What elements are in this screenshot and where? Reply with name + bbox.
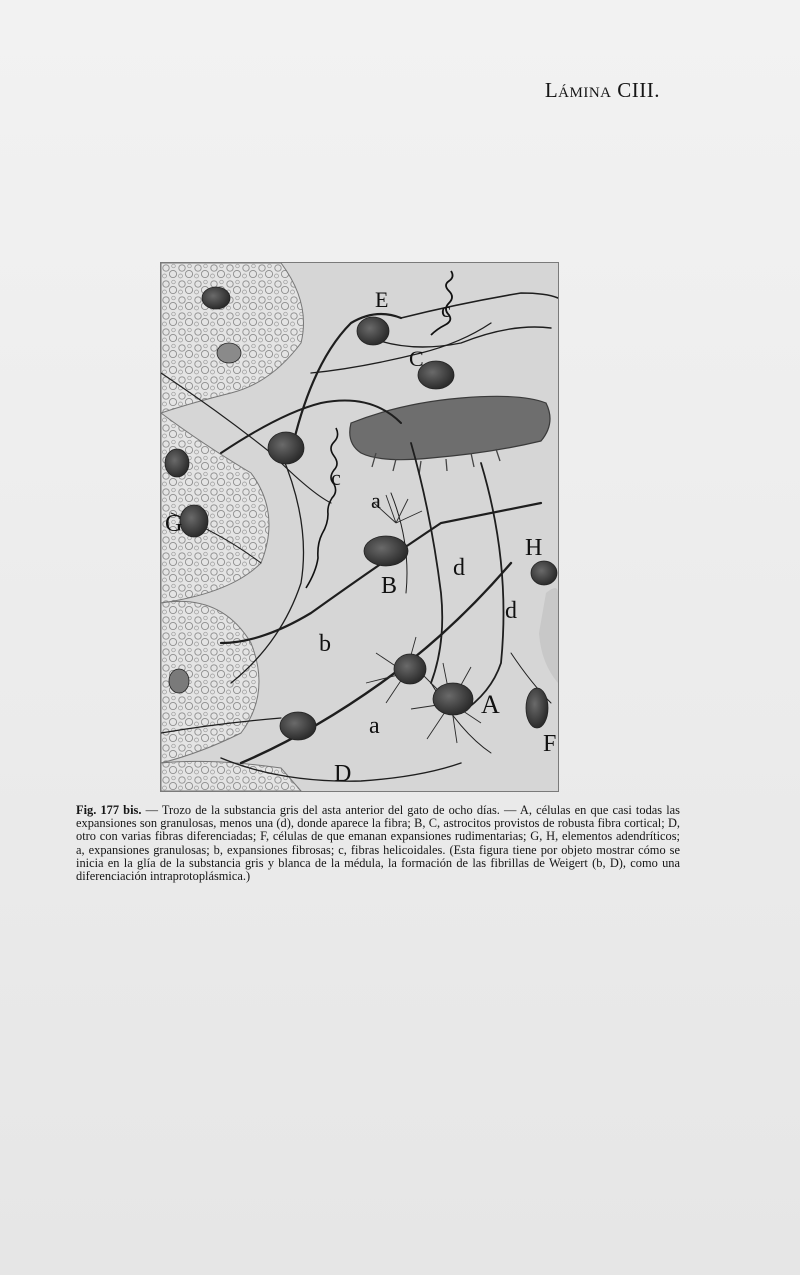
label-c-top: c — [441, 297, 451, 322]
figure-drawing — [161, 263, 558, 791]
plate-title: Lámina CIII. — [544, 78, 660, 102]
label-d-2: d — [505, 598, 517, 624]
label-A: A — [481, 690, 500, 719]
label-c-mid: c — [331, 465, 341, 490]
label-E: E — [375, 287, 389, 312]
histology-figure — [160, 262, 559, 792]
figure-caption — [76, 804, 680, 883]
label-a-bottom: a — [369, 713, 380, 739]
label-G: G — [165, 511, 183, 537]
caption-body: — Trozo de la substancia gris del asta anterior del gato de ocho días. — A, células en que casi todas las expansiones son granulosas, menos una (d), donde aparece la fibra; B, C, astrocitos provistos de robusta fibra cortical; D, otro con varias fibras diferenciadas; F, células de que emanan expansiones rudimentarias; G, H, elementos adendríticos; a, expansiones granulosas; b, expansiones fibrosas; c, fibras helicoidales. (Esta figura tiene por objeto mostrar cómo se inicia en la glía de la substancia gris y blanca de la médula, la formación de las fibrillas de Weigert (b, D), como una diferenciación intraprotoplásmica.) — [76, 803, 680, 884]
label-C: C — [409, 346, 424, 371]
label-d-1: d — [453, 555, 465, 581]
label-a-top: a — [371, 488, 381, 513]
label-B: B — [381, 573, 398, 599]
label-H: H — [525, 535, 543, 561]
label-D: D — [334, 761, 352, 787]
label-b: b — [319, 631, 331, 657]
caption-lead: Fig. 177 bis. — [76, 803, 142, 817]
label-F: F — [543, 731, 557, 757]
